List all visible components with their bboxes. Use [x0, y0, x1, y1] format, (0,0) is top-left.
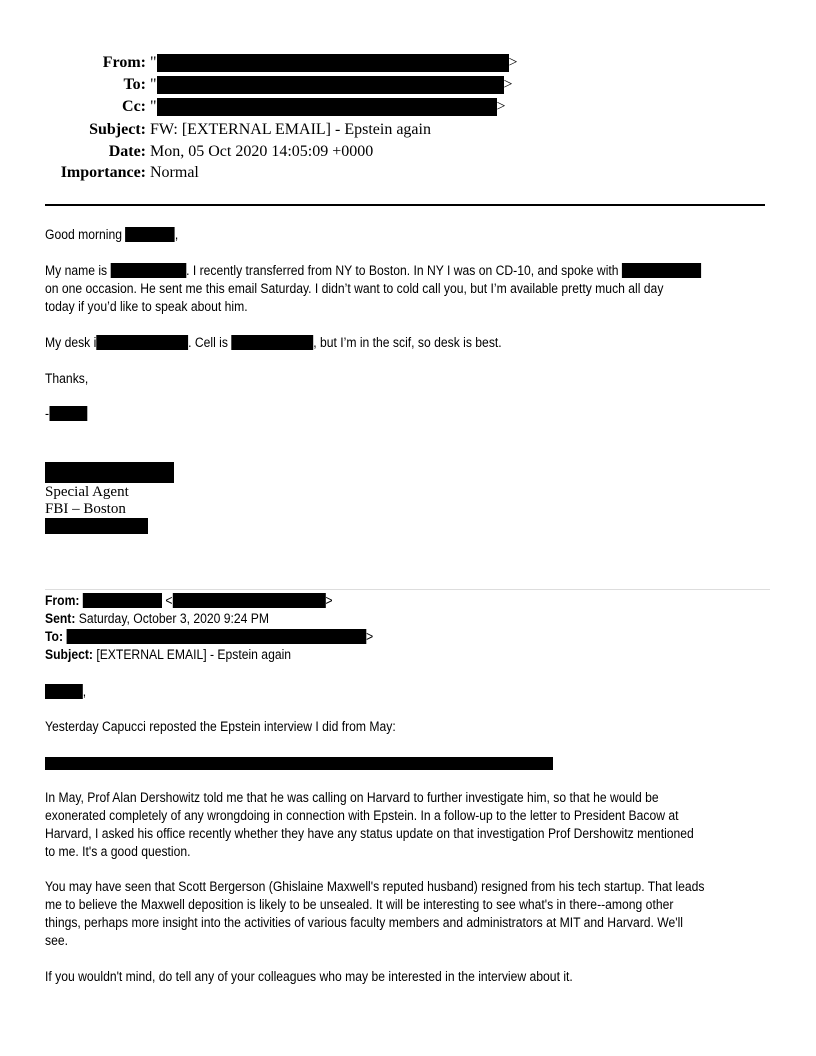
redaction	[45, 684, 83, 699]
paragraph-line: exonerated completely of any wrongdoing in connection with Epstein. In a follow-up to the letter to President Bacow at	[45, 808, 679, 823]
fwd-to: To: >	[45, 629, 374, 644]
header-from: From: " >	[0, 53, 518, 73]
header-divider	[45, 204, 765, 206]
redaction	[111, 263, 187, 278]
fwd-greeting: ,	[45, 683, 86, 701]
fwd-intro: Yesterday Capucci reposted the Epstein interview I did from May:	[45, 719, 396, 734]
paragraph-line: me to believe the Maxwell deposition is likely to be unsealed. It will be interesting to see what's in there--among other	[45, 897, 674, 912]
paragraph-line: My name is . I recently transferred from NY to Boston. In NY I was on CD-10, and spoke with	[45, 262, 701, 280]
redaction	[157, 76, 504, 94]
redaction	[45, 462, 174, 483]
redaction	[231, 335, 313, 350]
redaction	[173, 593, 326, 608]
redaction	[66, 629, 366, 644]
paragraph-line: today if you’d like to speak about him.	[45, 299, 248, 314]
from-label: From:	[102, 54, 146, 71]
header-cc: Cc: " >	[122, 98, 506, 115]
greeting: Good morning ,	[45, 227, 179, 242]
fwd-sent: Sent: Saturday, October 3, 2020 9:24 PM	[45, 611, 270, 626]
header-subject: Subject: FW: [EXTERNAL EMAIL] - Epstein again	[89, 121, 431, 138]
redacted-link	[45, 757, 553, 770]
redaction	[125, 227, 175, 242]
header-to: To: " >	[123, 76, 513, 93]
paragraph-line: In May, Prof Alan Dershowitz told me that he was calling on Harvard to further investigate him, so that he would be	[45, 790, 659, 805]
paragraph-line: to me. It's a good question.	[45, 844, 191, 859]
header-date: Date: Mon, 05 Oct 2020 14:05:09 +0000	[108, 143, 374, 160]
closing-line: If you wouldn't mind, do tell any of your colleagues who may be interested in the interview about it.	[45, 969, 573, 984]
redaction	[45, 518, 148, 534]
paragraph-line: Harvard, I asked his office recently whether they have any status update on that investigation Prof Dershowitz mentioned	[45, 826, 694, 841]
paragraph-line: see.	[45, 933, 68, 948]
paragraph-line: You may have seen that Scott Bergerson (Ghislaine Maxwell's reputed husband) resigned from his tech startup. That leads	[45, 879, 705, 894]
header-importance: Importance: Normal	[60, 164, 199, 181]
thanks: Thanks,	[45, 371, 89, 386]
paragraph-line: things, perhaps more insight into the activities of various faculty members and administrators at MIT and Harvard. We'll	[45, 915, 684, 930]
redaction	[157, 54, 509, 72]
redaction	[96, 335, 188, 350]
paragraph-line: My desk i . Cell is , but I’m in the scif, so desk is best.	[45, 335, 502, 350]
redaction	[622, 263, 701, 278]
forward-divider	[45, 589, 770, 590]
redaction	[49, 406, 87, 421]
paragraph-line: on one occasion. He sent me this email Saturday. I didn’t want to cold call you, but I’m available pretty much all day	[45, 281, 664, 296]
redaction	[83, 593, 162, 608]
fwd-from: From: < >	[45, 593, 333, 608]
signoff: -	[45, 405, 87, 423]
fwd-subject: Subject: [EXTERNAL EMAIL] - Epstein again	[45, 647, 292, 662]
signature-title: Special Agent	[45, 484, 129, 500]
signature-office: FBI – Boston	[45, 501, 126, 517]
redaction	[157, 98, 497, 116]
